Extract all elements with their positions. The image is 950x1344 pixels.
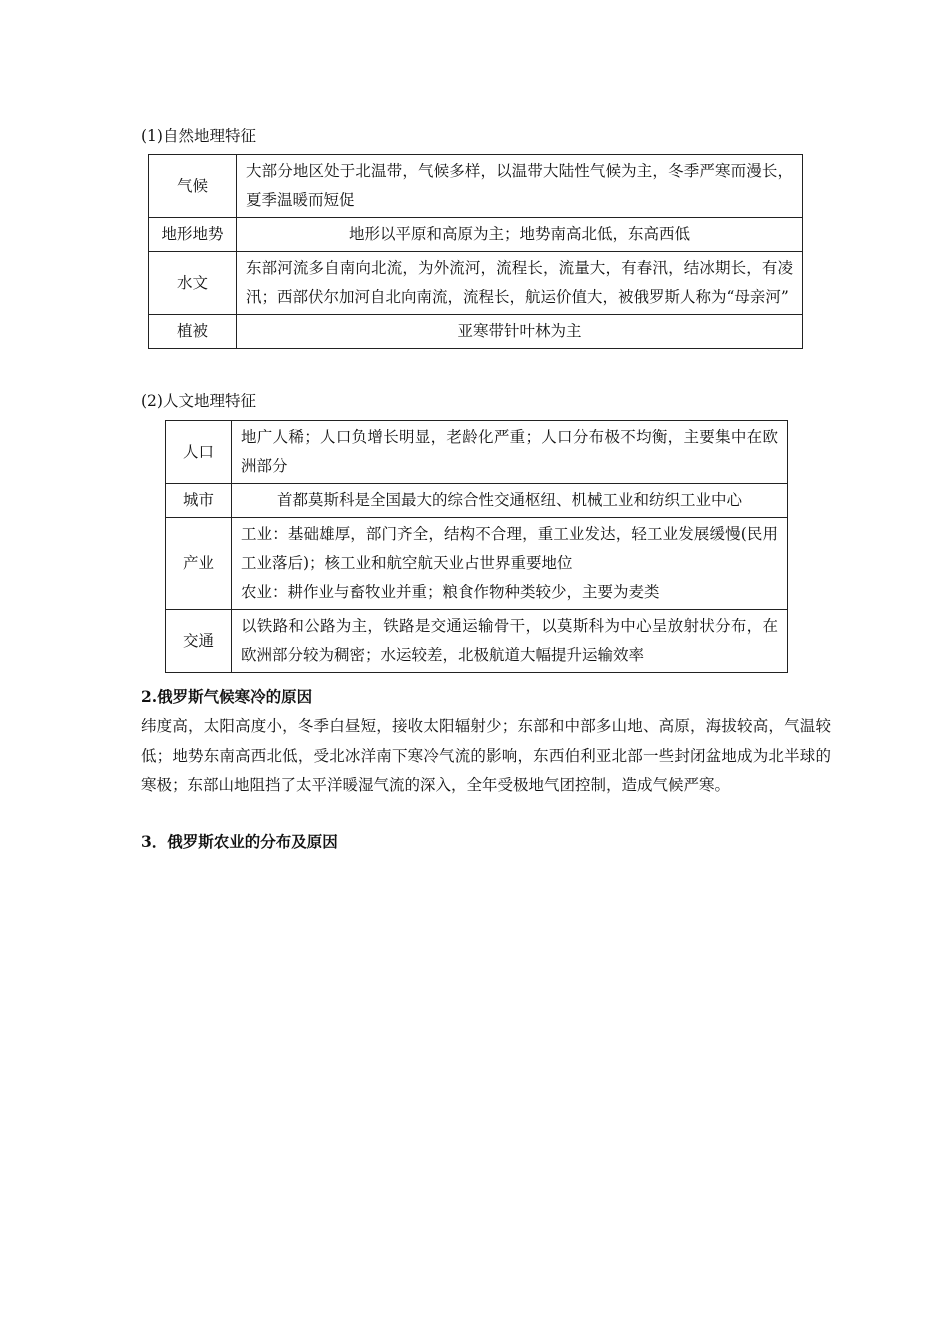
table-row <box>149 315 803 349</box>
table-row <box>166 484 788 518</box>
row-content-population: 地广人稀；人口负增长明显，老龄化严重；人口分布极不均衡，主要集中在欧洲部分 <box>232 421 788 484</box>
table-row <box>166 610 788 673</box>
table-row <box>166 421 788 484</box>
row-label-city: 城市 <box>166 484 232 518</box>
section-title-cold-climate: 2.俄罗斯气候寒冷的原因 <box>141 687 313 706</box>
section-title-agriculture: 3．俄罗斯农业的分布及原因 <box>141 832 338 851</box>
cold-climate-reasons: 纬度高，太阳高度小，冬季白昼短，接收太阳辐射少；东部和中部多山地、高原，海拔较高，气温较低；地势东南高西北低，受北冰洋南下寒冷气流的影响，东西伯利亚北部一些封闭盆地成为北半球的寒极；东部山地阻挡了太平洋暖湿气流的深入，全年受极地气团控制，造成气候严寒。 <box>141 717 831 794</box>
row-label-climate: 气候 <box>149 155 237 218</box>
row-content-climate: 大部分地区处于北温带，气候多样，以温带大陆性气候为主，冬季严寒而漫长，夏季温暖而短促 <box>237 155 803 218</box>
row-content-industry <box>232 518 788 610</box>
section-title-human-geography: (2)人文地理特征 <box>141 392 256 410</box>
row-label-terrain: 地形地势 <box>149 218 237 252</box>
row-content-terrain: 地形以平原和高原为主；地势南高北低，东高西低 <box>237 218 803 252</box>
table-row <box>149 155 803 218</box>
row-content-vegetation: 亚寒带针叶林为主 <box>237 315 803 349</box>
row-label-transport: 交通 <box>166 610 232 673</box>
section-title-physical-geography: (1)自然地理特征 <box>141 127 256 145</box>
row-label-population: 人口 <box>166 421 232 484</box>
row-content-transport: 以铁路和公路为主，铁路是交通运输骨干，以莫斯科为中心呈放射状分布，在欧洲部分较为稠密；水运较差，北极航道大幅提升运输效率 <box>232 610 788 673</box>
table-row <box>166 518 788 610</box>
row-label-industry: 产业 <box>166 518 232 610</box>
table-row <box>149 218 803 252</box>
row-label-vegetation: 植被 <box>149 315 237 349</box>
human-geography-table <box>165 420 788 673</box>
row-content-hydrology: 东部河流多自南向北流，为外流河，流程长，流量大，有春汛，结冰期长，有凌汛；西部伏尔加河自北向南流，流程长，航运价值大，被俄罗斯人称为“母亲河” <box>237 252 803 315</box>
industry-line: 工业：基础雄厚，部门齐全，结构不合理，重工业发达，轻工业发展缓慢(民用工业落后)；核工业和航空航天业占世界重要地位 <box>241 525 778 572</box>
physical-geography-table <box>148 154 803 349</box>
agriculture-line: 农业：耕作业与畜牧业并重；粮食作物种类较少，主要为麦类 <box>241 583 660 601</box>
row-content-city: 首都莫斯科是全国最大的综合性交通枢纽、机械工业和纺织工业中心 <box>232 484 788 518</box>
row-label-hydrology: 水文 <box>149 252 237 315</box>
table-row <box>149 252 803 315</box>
